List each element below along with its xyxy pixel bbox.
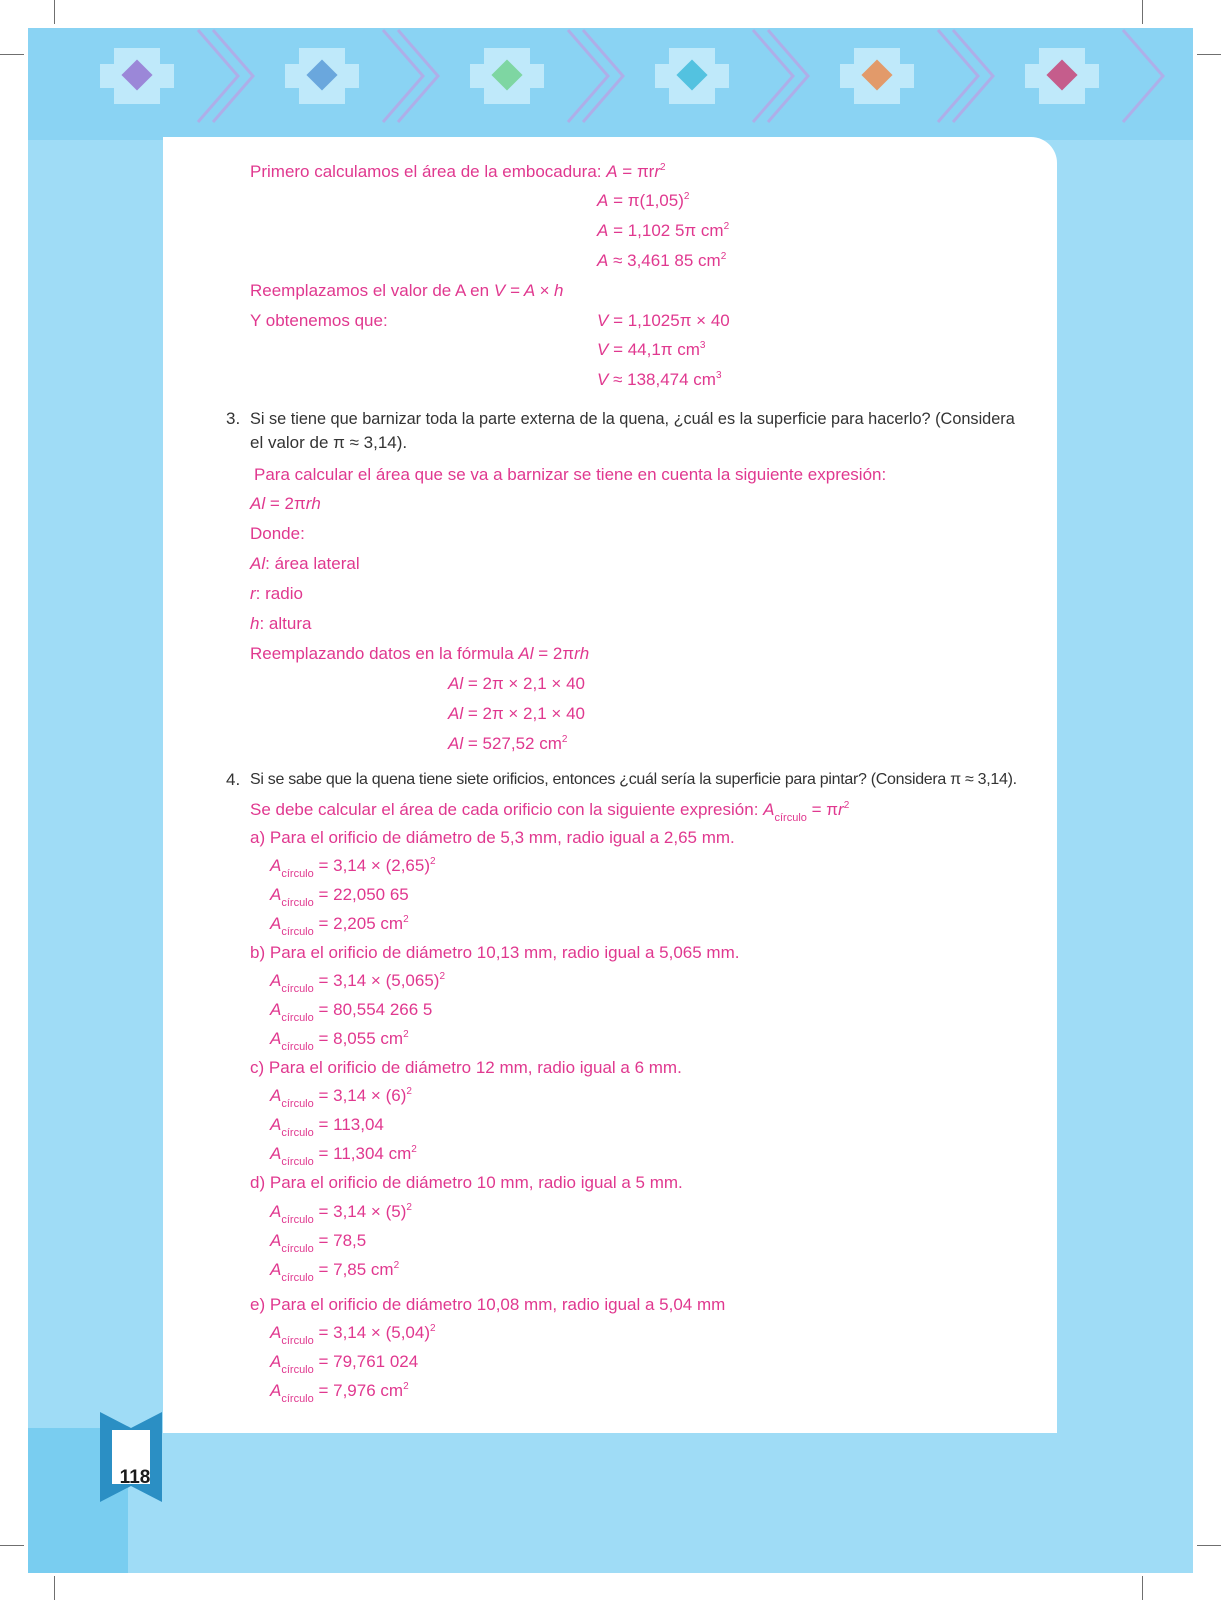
intro-line: Primero calculamos el área de la embocadura: A = πrr$^2$: [250, 162, 666, 181]
answer-3-intro: Para calcular el área que se va a barnizar se tiene en cuenta la siguiente expresión:: [254, 465, 887, 484]
circle-step: $A_{círculo} = 11,304$ $cm^2$: [270, 1144, 417, 1168]
obtain-label: Y obtenemos que:: [250, 311, 388, 330]
lateral-step: Al = 527,52 $cm^2$: [448, 734, 568, 753]
question-4-number: 4.: [226, 770, 241, 789]
crop-mark: [1197, 54, 1221, 55]
circle-step: $A_{círculo} = 7,976$ $cm^2$: [270, 1381, 409, 1405]
crop-mark: [1142, 1576, 1143, 1600]
subitem-e: e) Para el orificio de diámetro 10,08 mm, radio igual a 5,04 mm: [250, 1295, 726, 1314]
decorative-pattern: [28, 28, 1193, 140]
circle-step: $A_{círculo} = 2,205$ $cm^2$: [270, 914, 409, 938]
crop-mark: [54, 1576, 55, 1600]
circle-step: $A_{círculo} = 113,04$: [270, 1115, 384, 1139]
circle-step: $A_{círculo} = 3,14 \times (5)^2$: [270, 1202, 412, 1226]
circle-step: $A_{círculo} = 3,14 \times (5,065)^2$: [270, 971, 446, 995]
circle-step: $A_{círculo} = 7,85$ $cm^2$: [270, 1260, 400, 1284]
subitem-a: a) Para el orificio de diámetro de 5,3 mm, radio igual a 2,65 mm.: [250, 828, 735, 847]
crop-mark: [0, 1545, 24, 1546]
page-number: 118: [119, 1467, 151, 1488]
lateral-step: Al = 2π × 2,1 × 40: [448, 674, 585, 693]
circle-step: $A_{círculo} = 3,14 \times (5,04)^2$: [270, 1323, 436, 1347]
circle-step: $A_{círculo} = 78,5$: [270, 1231, 367, 1255]
circle-step: $A_{círculo} = 3,14 \times (2,65)^2$: [270, 856, 436, 880]
circle-step: $A_{círculo} = 79,761$ 024: [270, 1352, 419, 1376]
question-3-text: el valor de π ≈ 3,14).: [250, 433, 408, 452]
question-4-text: Si se sabe que la quena tiene siete orificios, entonces ¿cuál sería la superficie para pintar? (Considera π ≈ 3,14).: [250, 771, 1017, 788]
lateral-step: Al = 2π × 2,1 × 40: [448, 704, 585, 723]
crop-mark: [54, 0, 55, 24]
definition-line: Al: área lateral: [250, 554, 360, 573]
subitem-c: c) Para el orificio de diámetro 12 mm, radio igual a 6 mm.: [250, 1058, 682, 1077]
circle-step: $A_{círculo} = 3,14 \times (6)^2$: [270, 1086, 412, 1110]
question-3-number: 3.: [226, 409, 241, 428]
replace-formula-line: Reemplazando datos en la fórmula Al = 2πrh: [250, 644, 590, 663]
subitem-d: d) Para el orificio de diámetro 10 mm, radio igual a 5 mm.: [250, 1173, 683, 1192]
crop-mark: [0, 54, 24, 55]
volume-step: V ≈ 138,474 $cm^3$: [597, 370, 722, 389]
circle-step: $A_{círculo} = 22,050$ 65: [270, 885, 409, 909]
circle-step: $A_{círculo} = 8,055$ $cm^2$: [270, 1029, 409, 1053]
donde-label: Donde:: [250, 524, 305, 543]
answer-4-intro: Se debe calcular el área de cada orificio con la siguiente expresión: $A_{círculo} = \pi r^2$: [250, 800, 850, 824]
area-step: A = 1,102 5π $cm^2$: [597, 221, 730, 240]
volume-step: V = 1,1025π × 40: [597, 311, 730, 330]
volume-step: V = 44,1π $cm^3$: [597, 340, 706, 359]
crop-mark: [1197, 1545, 1221, 1546]
formula-line: Al = 2πrh: [250, 494, 321, 513]
subitem-b: b) Para el orificio de diámetro 10,13 mm, radio igual a 5,065 mm.: [250, 943, 740, 962]
crop-mark: [1142, 0, 1143, 24]
definition-line: h: altura: [250, 614, 312, 633]
area-step: A ≈ 3,461 85 $cm^2$: [597, 251, 727, 270]
question-3-text: Si se tiene que barnizar toda la parte externa de la quena, ¿cuál es la superficie para hacerlo? (Considera: [250, 410, 1015, 428]
area-step: $A = \pi(1,05)^2$: [597, 191, 690, 210]
replace-line: Reemplazamos el valor de A en V = A × h: [250, 281, 564, 300]
circle-step: $A_{círculo} = 80,554$ 266 5: [270, 1000, 433, 1024]
definition-line: r: radio: [250, 584, 303, 603]
